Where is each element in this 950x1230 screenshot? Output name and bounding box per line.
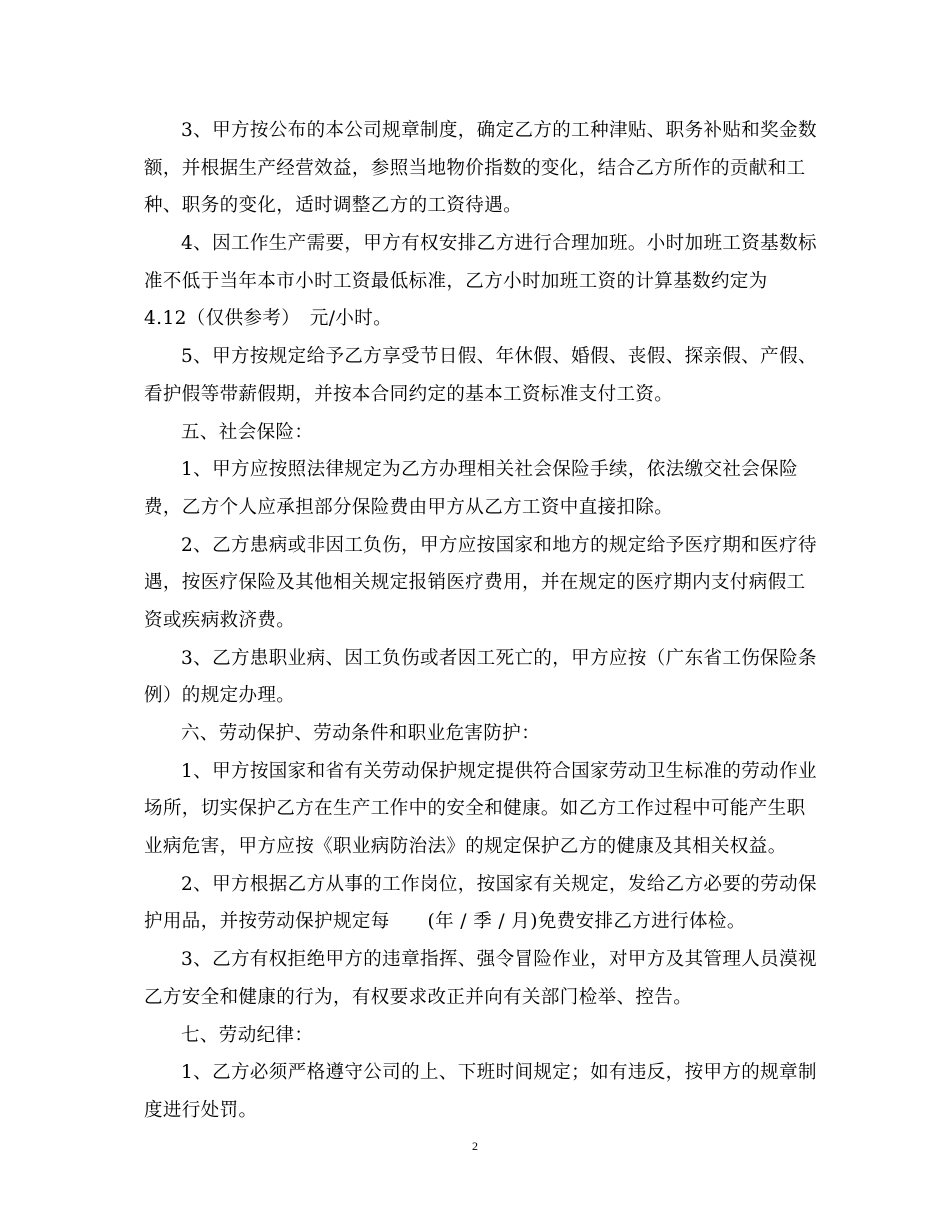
text-line: 4、因工作生产需要，甲方有权安排乙方进行合理加班。小时加班工资基数标 bbox=[181, 233, 817, 255]
text-line: 看护假等带薪假期，并按本合同约定的基本工资标准支付工资。 bbox=[144, 383, 674, 405]
text-line: 例）的规定办理。 bbox=[144, 685, 296, 707]
text-line: 准不低于当年本市小时工资最低标准，乙方小时加班工资的计算基数约定为 bbox=[144, 270, 768, 292]
text-line: 场所，切实保护乙方在生产工作中的安全和健康。如乙方工作过程中可能产生职 bbox=[144, 798, 806, 820]
text-line: 1、甲方应按照法律规定为乙方办理相关社会保险手续，依法缴交社会保险 bbox=[181, 459, 798, 481]
text-line: 5、甲方按规定给予乙方享受节日假、年休假、婚假、丧假、探亲假、产假、 bbox=[181, 346, 817, 368]
section-heading: 六、劳动保护、劳动条件和职业危害防护： bbox=[181, 723, 541, 744]
section-heading: 五、社会保险： bbox=[181, 421, 314, 443]
page-number: 2 bbox=[472, 1139, 478, 1153]
text-line: 遇，按医疗保险及其他相关规定报销医疗费用，并在规定的医疗期内支付病假工 bbox=[144, 572, 806, 594]
text-line: 3、甲方按公布的本公司规章制度，确定乙方的工种津贴、职务补贴和奖金数 bbox=[181, 120, 817, 141]
document-body bbox=[144, 112, 817, 1130]
text-line: 业病危害，甲方应按《职业病防治法》的规定保护乙方的健康及其相关权益。 bbox=[144, 836, 787, 858]
text-line: 1、乙方必须严格遵守公司的上、下班时间规定；如有违反，按甲方的规章制 bbox=[181, 1062, 817, 1084]
text-line: 种、职务的变化，适时调整乙方的工资待遇。 bbox=[144, 195, 523, 217]
text-line: 费，乙方个人应承担部分保险费由甲方从乙方工资中直接扣除。 bbox=[144, 496, 674, 518]
text-line: 护用品，并按劳动保护规定每 (年 / 季 / 月)免费安排乙方进行体检。 bbox=[144, 911, 746, 933]
text-line: 1、甲方按国家和省有关劳动保护规定提供符合国家劳动卫生标准的劳动作业 bbox=[181, 760, 817, 782]
text-line: 3、乙方有权拒绝甲方的违章指挥、强令冒险作业，对甲方及其管理人员漠视 bbox=[181, 949, 817, 971]
text-line: 乙方安全和健康的行为，有权要求改正并向有关部门检举、控告。 bbox=[144, 986, 693, 1008]
text-line: 度进行处罚。 bbox=[144, 1099, 258, 1121]
text-line: 4.12（仅供参考） 元/小时。 bbox=[144, 308, 393, 330]
text-line: 2、甲方根据乙方从事的工作岗位，按国家有关规定，发给乙方必要的劳动保 bbox=[181, 873, 817, 895]
text-line: 额，并根据生产经营效益，参照当地物价指数的变化，结合乙方所作的贡献和工 bbox=[144, 157, 806, 179]
text-line: 资或疾病救济费。 bbox=[144, 609, 296, 631]
text-line: 3、乙方患职业病、因工负伤或者因工死亡的，甲方应按（广东省工伤保险条 bbox=[181, 647, 817, 669]
text-line: 2、乙方患病或非因工负伤，甲方应按国家和地方的规定给予医疗期和医疗待 bbox=[181, 534, 817, 556]
section-heading: 七、劳动纪律： bbox=[181, 1024, 314, 1046]
